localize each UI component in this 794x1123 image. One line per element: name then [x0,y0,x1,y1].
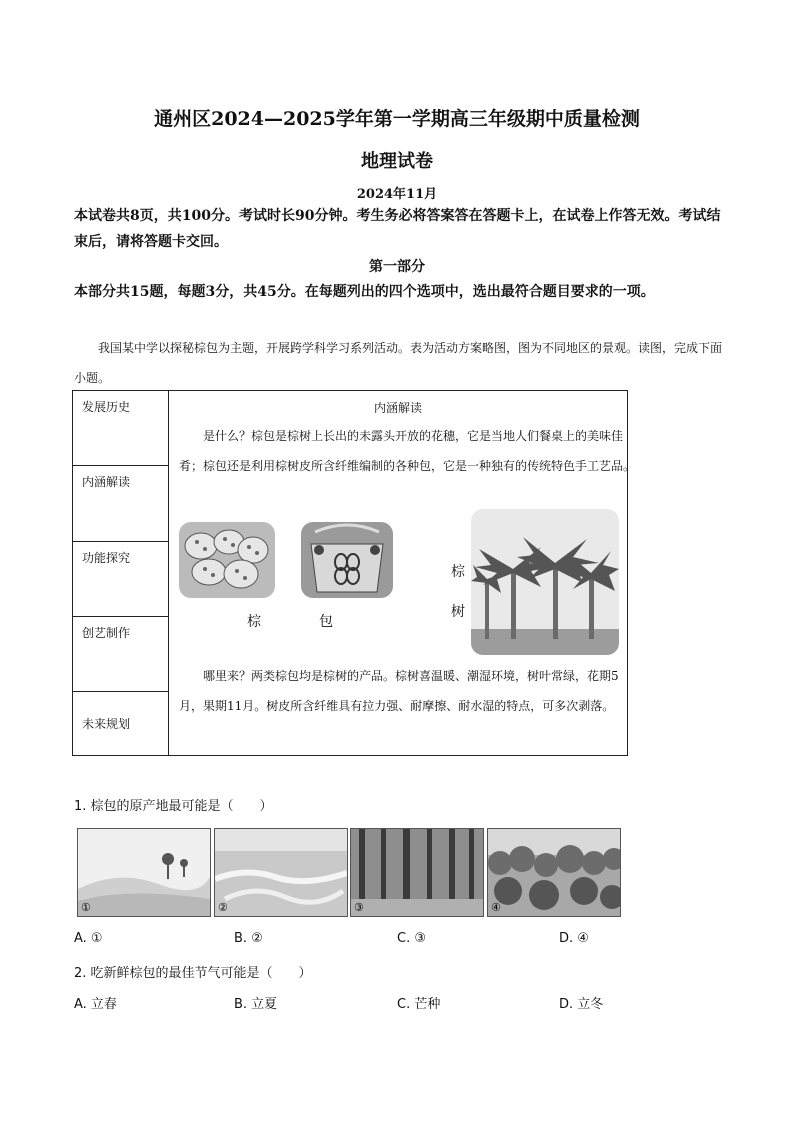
exam-instructions: 本试卷共8页，共100分。考试时长90分钟。考生务必将答案答在答题卡上，在试卷上作答无效。考试结束后，请将答题卡交回。 [74,208,721,250]
part-description: 本部分共15题，每题3分，共45分。在每题列出的四个选项中，选出最符合题目要求的一项。 [74,284,655,300]
content-paragraph-1: 是什么？棕包是棕树上长出的未露头开放的花穗，它是当地人们餐桌上的美味佳肴；棕包还是利用棕树皮所含纤维编制的各种包，它是一种独有的传统特色手工艺品。 [179,429,636,473]
q1-option-a[interactable]: A. ① [74,931,103,946]
content-heading: 内涵解读 [373,401,422,415]
landscape-rainforest-photo [487,828,621,917]
landscape-label-2: ② [218,901,228,914]
palm-tree-photo [471,509,619,655]
landscape-forest-photo [350,828,484,917]
question-1-stem: 1. 棕包的原产地最可能是（ ） [74,799,273,814]
q1-option-c[interactable]: C. ③ [397,931,426,946]
exam-date: 2024年11月 [356,187,438,202]
subject-title: 地理试卷 [361,151,433,172]
q2-option-d[interactable]: D. 立冬 [559,997,604,1012]
caption-bao: 包 [319,614,333,630]
part-title: 第一部分 [369,259,425,275]
menu-connotation: 内涵解读 [73,466,169,541]
question-intro: 我国某中学以探秘棕包为主题，开展跨学科学习系列活动。表为活动方案略图，图为不同地区的景观。读图，完成下面小题。 [74,341,723,385]
landscape-label-4: ④ [491,901,501,914]
zongbao-flower-photo [179,522,275,598]
landscape-label-3: ③ [354,901,364,914]
exam-title: 通州区2024—2025学年第一学期高三年级期中质量检测 [154,108,640,130]
menu-function: 功能探究 [73,541,169,616]
menu-future: 未来规划 [73,692,169,756]
menu-creation: 创艺制作 [73,617,169,692]
caption-zong: 棕 [247,614,261,630]
q2-option-a[interactable]: A. 立春 [74,997,117,1012]
q2-option-c[interactable]: C. 芒种 [397,997,441,1012]
caption-tree-2: 树 [451,604,465,620]
q2-option-b[interactable]: B. 立夏 [234,997,278,1012]
landscape-desert-photo [77,828,211,917]
content-panel [169,391,636,756]
landscape-grassland-photo [214,828,348,917]
activity-plan-table [72,390,636,756]
q1-option-d[interactable]: D. ④ [559,931,589,946]
landscape-label-1: ① [81,901,91,914]
question-2-stem: 2. 吃新鲜棕包的最佳节气可能是（ ） [74,966,312,981]
q1-option-b[interactable]: B. ② [234,931,263,946]
content-paragraph-2: 哪里来？两类棕包均是棕树的产品。棕树喜温暖、潮湿环境，树叶常绿，花期5月，果期11月。树皮所含纤维具有拉力强、耐摩擦、耐水湿的特点，可多次剥落。 [179,669,619,713]
menu-history: 发展历史 [73,391,169,466]
caption-tree-1: 棕 [451,564,465,580]
woven-bag-photo [301,522,393,598]
